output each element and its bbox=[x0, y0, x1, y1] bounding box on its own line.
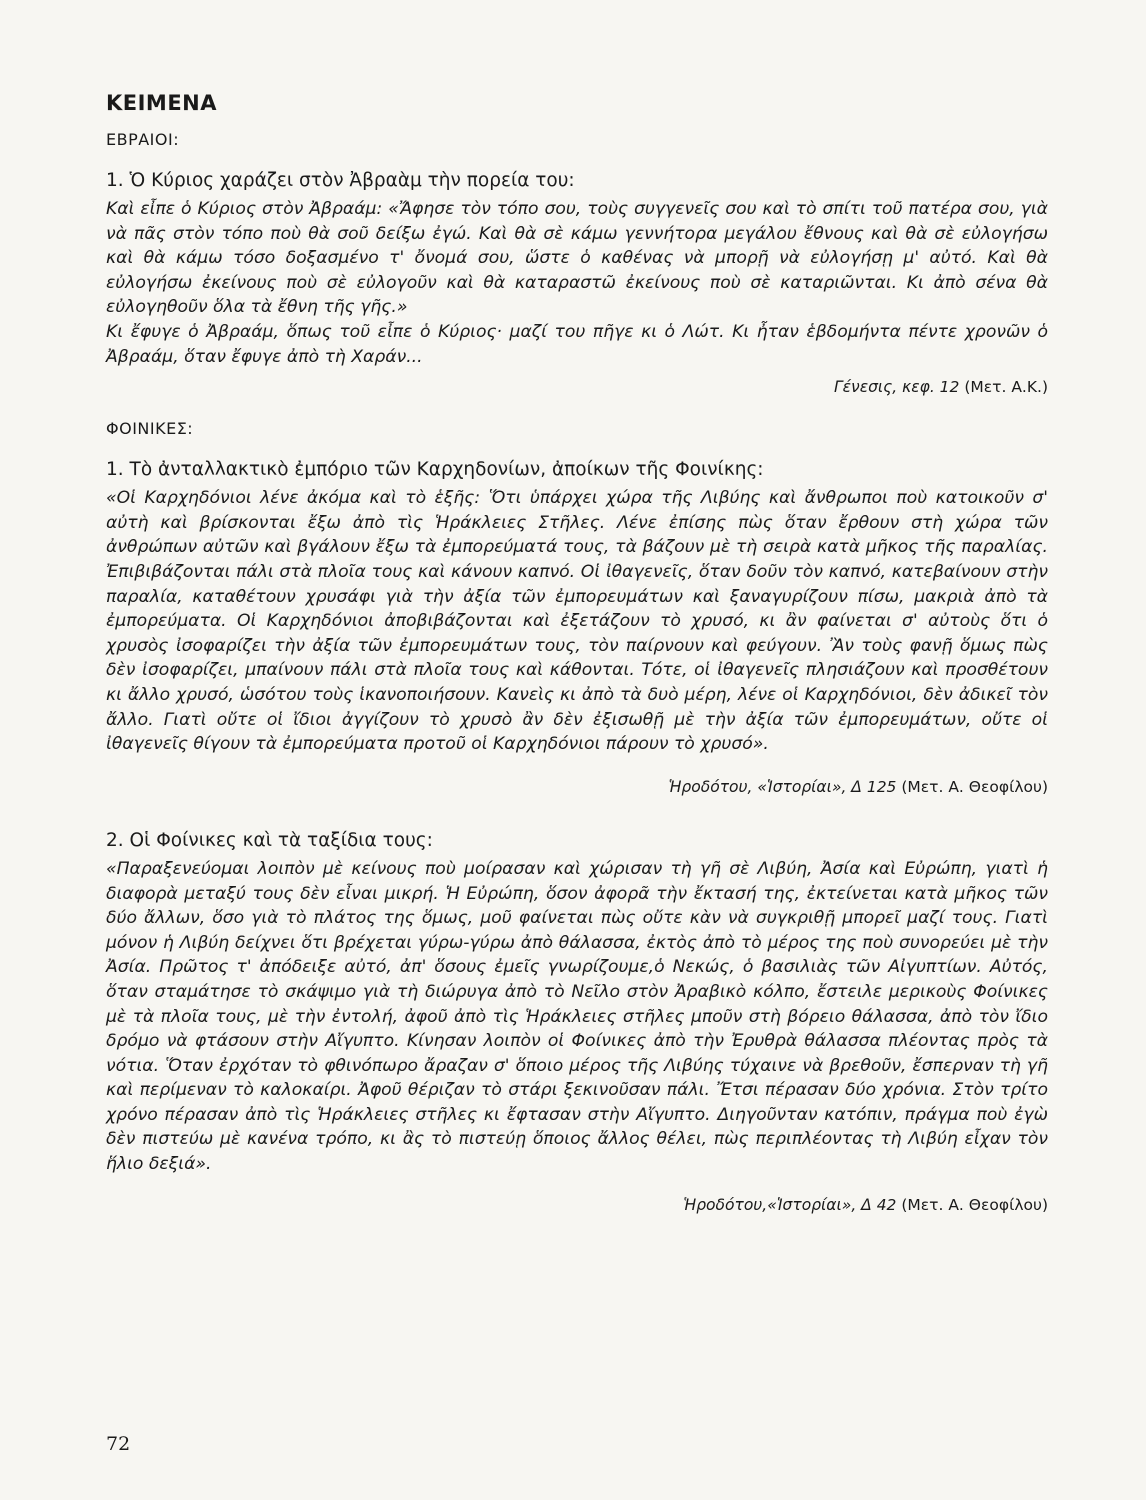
text-excerpt bbox=[106, 458, 1048, 797]
quote-paragraph: Καὶ εἶπε ὁ Κύριος στὸν Ἀβραάμ: «Ἄφησε τὸν τόπο σου, τοὺς συγγενεῖς σου καὶ τὸ σπίτι τοῦ πατέρα σου, γιὰ νὰ πᾶς στὸν τόπο ποὺ θὰ σοῦ δείξω ἐγώ. Καὶ θὰ σὲ κάμω γεννήτορα μεγάλου ἔθνους καὶ θὰ σὲ εὐλογήσω καὶ θὰ κάμω τόσο δοξασμένο τ' ὄνομά σου, ὥστε ὁ καθένας νὰ μπορῇ νὰ εὐλογήσῃ μ' αὐτό. Καὶ θὰ εὐλογήσω ἐκείνους ποὺ σὲ εὐλογοῦν καὶ θὰ καταραστῶ ἐκείνους ποὺ σὲ καταριῶνται. Κι ἀπὸ σένα θὰ εὐλογηθοῦν ὅλα τὰ ἔθνη τῆς γῆς.» bbox=[106, 199, 1048, 318]
excerpt-quote bbox=[106, 486, 1048, 757]
section-label: ΕΒΡΑΙΟΙ: bbox=[106, 130, 180, 150]
excerpt-quote bbox=[106, 857, 1048, 1177]
excerpt-heading: 1. Τὸ ἀνταλλακτικὸ ἐμπόριο τῶν Καρχηδονίων, ἀποίκων τῆς Φοινίκης: bbox=[106, 459, 764, 481]
quote-paragraph: «Οἱ Καρχηδόνιοι λένε ἀκόμα καὶ τὸ ἑξῆς: Ὅτι ὑπάρχει χώρα τῆς Λιβύης καὶ ἄνθρωποι ποὺ κατοικοῦν σ' αὐτὴ καὶ βρίσκονται ἔξω ἀπὸ τὶς Ἡράκλειες Στῆλες. Λένε ἐπίσης πὼς ὅταν ἔρθουν στὴ χώρα τῶν ἀνθρώπων αὐτῶν καὶ βγάλουν ἔξω τὰ ἐμπορεύματά τους, τὰ βάζουν μὲ τὴ σειρὰ κατὰ μῆκος τῆς παραλίας. Ἐπιβιβάζονται πάλι στὰ πλοῖα τους καὶ κάνουν καπνό. Οἱ ἰθαγενεῖς, ὅταν δοῦν τὸν καπνό, κατεβαίνουν στὴν παραλία, καταθέτουν χρυσάφι γιὰ τὴν ἀξία τῶν ἐμπορευμάτων καὶ ξαναγυρίζουν πίσω, μακριὰ ἀπὸ τὰ ἐμπορεύματα. Οἱ Καρχηδόνιοι ἀποβιβάζονται καὶ ἐξετάζουν τὸ χρυσό, κι ἂν φαίνεται σ' αὐτοὺς ὅτι ὁ χρυσὸς ἰσοφαρίζει τὴν ἀξία τῶν ἐμπορευμάτων τους, τὸν παίρνουν καὶ φεύγουν. Ἂν τοὺς φανῇ ὅμως πὼς δὲν ἰσοφαρίζει, μπαίνουν πάλι στὰ πλοῖα τους καὶ κάθονται. Τότε, οἱ ἰθαγενεῖς πλησιάζουν καὶ προσθέτουν κι ἄλλο χρυσό, ὡσότου τοὺς ἱκανοποιήσουν. Κανεὶς κι ἀπὸ τὰ δυὸ μέρη, λένε οἱ Καρχηδόνιοι, δὲν ἀδικεῖ τὸν ἄλλο. Γιατὶ οὔτε οἱ ἴδιοι ἀγγίζουν τὸ χρυσὸ ἂν δὲν ἐξισωθῇ μὲ τὴν ἀξία τῶν ἐμπορευμάτων, οὔτε οἱ ἰθαγενεῖς θίγουν τὰ ἐμπορεύματα προτοῦ οἱ Καρχηδόνιοι πάρουν τὸ χρυσό». bbox=[106, 488, 1048, 755]
excerpt-heading: 2. Οἱ Φοίνικες καὶ τὰ ταξίδια τους: bbox=[106, 829, 433, 851]
excerpt-quote bbox=[106, 197, 1048, 369]
page-content bbox=[106, 90, 1048, 1215]
quote-paragraph: Κι ἔφυγε ὁ Ἀβραάμ, ὅπως τοῦ εἶπε ὁ Κύριος· μαζί του πῆγε κι ὁ Λώτ. Κι ἦταν ἑβδομήντα πέντε χρονῶν ὁ Ἀβραάμ, ὅταν ἔφυγε ἀπὸ τὴ Χαράν... bbox=[106, 322, 1048, 367]
quote-paragraph: «Παραξενεύομαι λοιπὸν μὲ κείνους ποὺ μοίρασαν καὶ χώρισαν τὴ γῆ σὲ Λιβύη, Ἀσία καὶ Εὐρώπη, γιατὶ ἡ διαφορὰ μεταξύ τους δὲν εἶναι μικρή. Ἡ Εὐρώπη, ὅσον ἀφορᾶ τὴν ἔκτασή της, ἐκτείνεται κατὰ μῆκος τῶν δύο ἄλλων, ὅσο γιὰ τὸ πλάτος της ὅμως, μοῦ φαίνεται πὼς οὔτε κὰν νὰ συγκριθῇ μπορεῖ μαζί τους. Γιατὶ μόνον ἡ Λιβύη δείχνει ὅτι βρέχεται γύρω-γύρω ἀπὸ θάλασσα, ἐκτὸς ἀπὸ τὸ μέρος της ποὺ συνορεύει μὲ τὴν Ἀσία. Πρῶτος τ' ἀπόδειξε αὐτό, ἀπ' ὅσους ἐμεῖς γνωρίζουμε,ὁ Νεκώς, ὁ βασιλιὰς τῶν Αἰγυπτίων. Αὐτός, ὅταν σταμάτησε τὸ σκάψιμο γιὰ τὴ διώρυγα ἀπὸ τὸ Νεῖλο στὸν Ἀραβικὸ κόλπο, ἔστειλε μερικοὺς Φοίνικες μὲ τὰ πλοῖα τους, μὲ τὴν ἐντολή, ἀφοῦ ἀπὸ τὶς Ἡράκλειες στῆλες μποῦν στὴ βόρειο θάλασσα, ἀπὸ τὸν ἴδιο δρόμο νὰ φτάσουν στὴν Αἴγυπτο. Κίνησαν λοιπὸν οἱ Φοίνικες ἀπὸ τὴν Ἐρυθρὰ θάλασσα πλέοντας πρὸς τὰ νότια. Ὅταν ἐρχόταν τὸ φθινόπωρο ἄραζαν σ' ὅποιο μέρος τῆς Λιβύης τύχαινε νὰ βρεθοῦν, ἔσπερναν τὴ γῆ καὶ περίμεναν τὸ καλοκαίρι. Ἀφοῦ θέριζαν τὸ στάρι ξεκινοῦσαν πάλι. Ἔτσι πέρασαν δύο χρόνια. Στὸν τρίτο χρόνο πέρασαν ἀπὸ τὶς Ἡράκλειες στῆλες κι ἔφτασαν στὴν Αἴγυπτο. Διηγοῦνταν κατόπιν, πράγμα ποὺ ἐγὼ δὲν πιστεύω μὲ κανένα τρόπο, κι ἂς τὸ πιστεύῃ ὅποιος ἄλλος θέλει, πὼς περιπλέοντας τὴ Λιβύη εἶχαν τὸν ἥλιο δεξιά». bbox=[106, 858, 1048, 1175]
source-translator: (Μετ. Α. Θεοφίλου) bbox=[896, 777, 1048, 796]
excerpt-source bbox=[106, 777, 1048, 797]
excerpt-source bbox=[106, 377, 1048, 397]
source-translator: (Μετ. Α.Κ.) bbox=[959, 378, 1048, 397]
section-label: ΦΟΙΝΙΚΕΣ: bbox=[106, 419, 194, 439]
excerpt-heading: 1. Ὁ Κύριος χαράζει στὸν Ἀβραὰμ τὴν πορεία του: bbox=[106, 170, 575, 192]
section-phoenicians bbox=[106, 419, 1048, 1214]
excerpt-source bbox=[106, 1195, 1048, 1215]
page-number: 72 bbox=[106, 1433, 131, 1455]
section-hebrews bbox=[106, 130, 1048, 397]
source-title: Ἡροδότου,«Ἱστορίαι», Δ 42 bbox=[683, 1195, 897, 1214]
source-translator: (Μετ. Α. Θεοφίλου) bbox=[896, 1195, 1048, 1214]
text-excerpt bbox=[106, 169, 1048, 397]
source-title: Ἡροδότου, «Ἱστορίαι», Δ 125 bbox=[668, 777, 897, 796]
text-excerpt bbox=[106, 829, 1048, 1215]
page-title: ΚΕΙΜΕΝΑ bbox=[106, 91, 218, 115]
source-title: Γένεσις, κεφ. 12 bbox=[834, 378, 960, 397]
